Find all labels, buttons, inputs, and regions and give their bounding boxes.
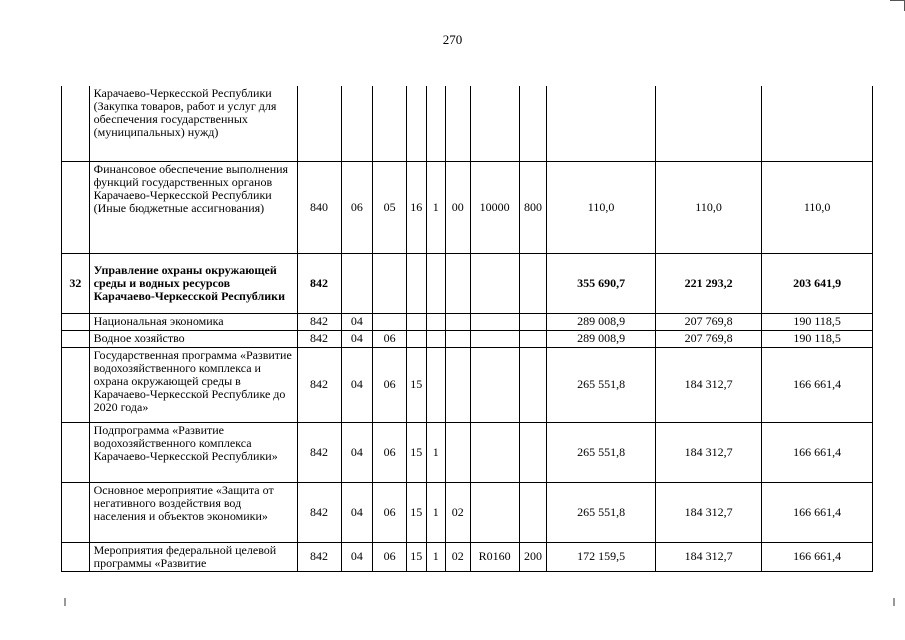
scan-artifact <box>64 598 66 606</box>
activity-code <box>445 330 470 347</box>
subsection-code: 06 <box>373 330 407 347</box>
section-code: 04 <box>341 313 373 330</box>
subprogram-code <box>426 86 445 161</box>
row-name: Основное мероприятие «Защита от негативного воздействия вод населения и объектов экономики» <box>89 482 297 542</box>
row-name: Финансовое обеспечение выполнения функций государственных органов Карачаево-Черкесской Республики (Иные бюджетные ассигнования) <box>89 161 297 253</box>
expense-type-code: 800 <box>519 161 547 253</box>
target-program-code: 16 <box>407 161 426 253</box>
activity-code <box>445 253 470 313</box>
target-program-code: 15 <box>407 422 426 482</box>
ministry-code <box>297 86 341 161</box>
direction-code <box>470 347 519 422</box>
subprogram-code: 1 <box>426 422 445 482</box>
ministry-code: 842 <box>297 542 341 571</box>
section-code <box>341 253 373 313</box>
direction-code <box>470 86 519 161</box>
target-program-code <box>407 86 426 161</box>
subprogram-code <box>426 347 445 422</box>
expense-type-code: 200 <box>519 542 547 571</box>
amount-year-3: 190 118,5 <box>762 330 873 347</box>
activity-code: 02 <box>445 542 470 571</box>
expense-type-code <box>519 313 547 330</box>
activity-code: 02 <box>445 482 470 542</box>
amount-year-1: 265 551,8 <box>547 482 656 542</box>
amount-year-1: 265 551,8 <box>547 422 656 482</box>
amount-year-3: 190 118,5 <box>762 313 873 330</box>
row-financial-support-840 <box>62 161 873 253</box>
row-index <box>62 542 90 571</box>
row-index <box>62 347 90 422</box>
row-name: Водное хозяйство <box>89 330 297 347</box>
page-number: 270 <box>442 32 463 47</box>
expense-type-code <box>519 253 547 313</box>
budget-table <box>61 86 873 572</box>
row-index <box>62 422 90 482</box>
row-name: Национальная экономика <box>89 313 297 330</box>
direction-code: R0160 <box>470 542 519 571</box>
subsection-code <box>373 313 407 330</box>
row-index <box>62 161 90 253</box>
amount-year-2: 184 312,7 <box>655 482 761 542</box>
amount-year-2: 184 312,7 <box>655 347 761 422</box>
direction-code <box>470 482 519 542</box>
ministry-code: 842 <box>297 253 341 313</box>
expense-type-code <box>519 482 547 542</box>
section-code: 04 <box>341 482 373 542</box>
amount-year-2: 207 769,8 <box>655 330 761 347</box>
row-index <box>62 330 90 347</box>
subprogram-code: 1 <box>426 482 445 542</box>
row-national-economy <box>62 313 873 330</box>
subsection-code: 06 <box>373 482 407 542</box>
row-water-management <box>62 330 873 347</box>
subsection-code: 06 <box>373 542 407 571</box>
direction-code <box>470 253 519 313</box>
row-name: Государственная программа «Развитие водохозяйственного комплекса и охрана окружающей среды в Карачаево-Черкесской Республике до 2020 года» <box>89 347 297 422</box>
activity-code: 00 <box>445 161 470 253</box>
expense-type-code <box>519 86 547 161</box>
row-continued-procurement <box>62 86 873 161</box>
ministry-code: 842 <box>297 482 341 542</box>
amount-year-1: 289 008,9 <box>547 330 656 347</box>
amount-year-2: 221 293,2 <box>655 253 761 313</box>
amount-year-1: 172 159,5 <box>547 542 656 571</box>
amount-year-3 <box>762 86 873 161</box>
direction-code: 10000 <box>470 161 519 253</box>
ministry-code: 840 <box>297 161 341 253</box>
section-code <box>341 86 373 161</box>
scan-artifact <box>893 598 895 606</box>
target-program-code <box>407 330 426 347</box>
subsection-code <box>373 253 407 313</box>
target-program-code <box>407 253 426 313</box>
amount-year-2 <box>655 86 761 161</box>
subprogram-code: 1 <box>426 542 445 571</box>
row-name: Карачаево-Черкесской Республики (Закупка товаров, работ и услуг для обеспечения государственных (муниципальных) нужд) <box>89 86 297 161</box>
row-name: Подпрограмма «Развитие водохозяйственного комплекса Карачаево-Черкесской Республики» <box>89 422 297 482</box>
amount-year-3: 110,0 <box>762 161 873 253</box>
ministry-code: 842 <box>297 347 341 422</box>
subprogram-code <box>426 313 445 330</box>
amount-year-3: 166 661,4 <box>762 542 873 571</box>
row-index: 32 <box>62 253 90 313</box>
direction-code <box>470 313 519 330</box>
row-name: Управление охраны окружающей среды и водных ресурсов Карачаево-Черкесской Республики <box>89 253 297 313</box>
row-federal-program-activity <box>62 542 873 571</box>
amount-year-1: 110,0 <box>547 161 656 253</box>
subprogram-code: 1 <box>426 161 445 253</box>
amount-year-3: 166 661,4 <box>762 422 873 482</box>
subprogram-code <box>426 330 445 347</box>
amount-year-1 <box>547 86 656 161</box>
section-code: 04 <box>341 422 373 482</box>
row-index <box>62 482 90 542</box>
section-code: 06 <box>341 161 373 253</box>
amount-year-3: 203 641,9 <box>762 253 873 313</box>
ministry-code: 842 <box>297 422 341 482</box>
row-index <box>62 313 90 330</box>
amount-year-2: 207 769,8 <box>655 313 761 330</box>
amount-year-3: 166 661,4 <box>762 482 873 542</box>
row-department-842 <box>62 253 873 313</box>
section-code: 04 <box>341 347 373 422</box>
expense-type-code <box>519 330 547 347</box>
amount-year-1: 355 690,7 <box>547 253 656 313</box>
section-code: 04 <box>341 330 373 347</box>
scan-corner-mark <box>890 0 905 11</box>
amount-year-1: 265 551,8 <box>547 347 656 422</box>
row-subprogram <box>62 422 873 482</box>
amount-year-1: 289 008,9 <box>547 313 656 330</box>
row-state-program <box>62 347 873 422</box>
target-program-code <box>407 313 426 330</box>
row-name: Мероприятия федеральной целевой программы «Развитие <box>89 542 297 571</box>
target-program-code: 15 <box>407 482 426 542</box>
subsection-code: 06 <box>373 347 407 422</box>
amount-year-2: 184 312,7 <box>655 422 761 482</box>
activity-code <box>445 313 470 330</box>
activity-code <box>445 86 470 161</box>
activity-code <box>445 422 470 482</box>
subprogram-code <box>426 253 445 313</box>
expense-type-code <box>519 347 547 422</box>
amount-year-2: 184 312,7 <box>655 542 761 571</box>
target-program-code: 15 <box>407 347 426 422</box>
target-program-code: 15 <box>407 542 426 571</box>
subsection-code <box>373 86 407 161</box>
subsection-code: 05 <box>373 161 407 253</box>
row-main-activity <box>62 482 873 542</box>
ministry-code: 842 <box>297 330 341 347</box>
activity-code <box>445 347 470 422</box>
expense-type-code <box>519 422 547 482</box>
ministry-code: 842 <box>297 313 341 330</box>
amount-year-2: 110,0 <box>655 161 761 253</box>
direction-code <box>470 422 519 482</box>
amount-year-3: 166 661,4 <box>762 347 873 422</box>
row-index <box>62 86 90 161</box>
section-code: 04 <box>341 542 373 571</box>
subsection-code: 06 <box>373 422 407 482</box>
direction-code <box>470 330 519 347</box>
